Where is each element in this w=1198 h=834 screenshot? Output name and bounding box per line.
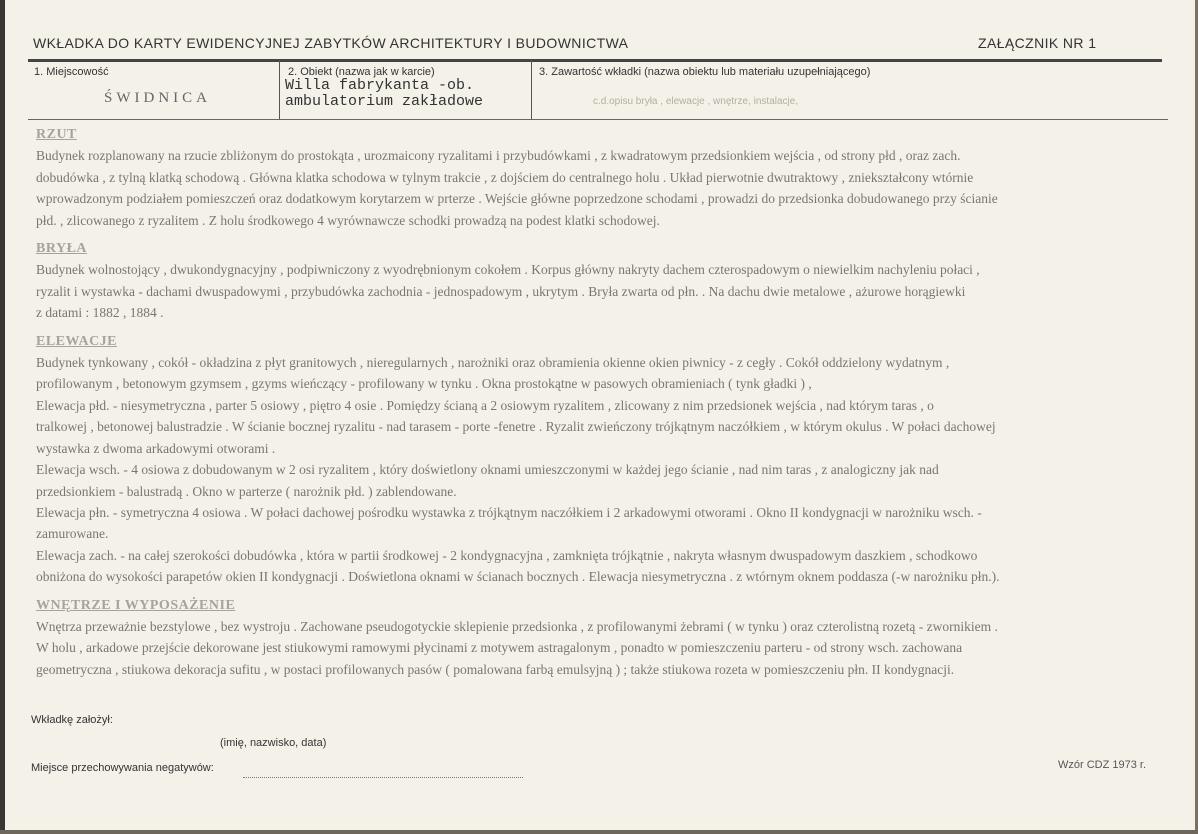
- place-label: 1. Miejscowość: [34, 66, 109, 78]
- text-line: Elewacja płd. - niesymetryczna , parter 5 osiowy , piętro 4 osie . Pomiędzy ścianą a 2 osiowym ryzalitem , zlicowany z nim przedsionek wejścia , nad którym taras , o: [36, 397, 934, 413]
- text-line: Budynek rozplanowany na rzucie zbliżonym do prostokąta , urozmaicony ryzalitami i przybudówkami , z kwadratowym przedsionkiem wejścia , od strony płd , oraz zach.: [36, 148, 961, 164]
- text-line: płd. , zlicowanego z ryzalitem . Z holu środkowego 4 wyrównawcze schodki prowadzą na podest klatki schodowej.: [36, 212, 660, 228]
- text-line: profilowanym , betonowym gzymsem , gzyms wieńczący - profilowany w tynku . Okna prostokątne w pasowych obramieniach ( tynk gładki ) ,: [36, 376, 812, 392]
- text-line: Elewacja zach. - na całej szerokości dobudówka , która w partii środkowej - 2 kondygnacyjna , zamknięta trójkątnie , nakryta własnym dwuspadowym daszkiem , schodkowo: [36, 547, 978, 563]
- text-line: ryzalit i wystawka - dachami dwuspadowymi , przybudówka zachodnia - jednospadowym , ukrytym . Bryła zwarta od płn. . Na dachu dwie metalowe , ażurowe horągiewki: [36, 283, 966, 299]
- box-divider-2: [531, 60, 532, 120]
- contents-value: c.d.opisu bryła , elewacje , wnętrze, instalacje,: [593, 96, 799, 107]
- section-elewacje: [36, 352, 1146, 587]
- text-line: obniżona do wysokości parapetów okien II kondygnacji . Doświetlona oknami w ścianach bocznych . Elewacja niesymetryczna . z wtórnym oknem poddasza (-w narożniku płn.).: [36, 569, 1000, 585]
- annex-number: ZAŁĄCZNIK NR 1: [978, 35, 1097, 51]
- section-heading-elewacje: ELEWACJE: [36, 333, 118, 349]
- header-rule: [28, 59, 1162, 62]
- made-by-label: Wkładkę założył:: [31, 714, 113, 726]
- object-value-line1: Willa fabrykanta -ob.: [285, 77, 475, 94]
- object-value-line2: ambulatorium zakładowe: [285, 93, 484, 110]
- section-heading-rzut: RZUT: [36, 127, 77, 142]
- text-line: wprowadzonym podziałem pomieszczeń oraz dodatkowym korytarzem w prterze . Wejście główne poprzedzone schodami , prowadzi do przedsionka dobudowanego przy ścianie: [36, 191, 998, 207]
- text-line: przedsionkiem - balustradą . Okno w parterze ( narożnik płd. ) zablendowane.: [36, 483, 457, 499]
- text-line: zamurowane.: [36, 526, 109, 542]
- form-title: WKŁADKA DO KARTY EWIDENCYJNEJ ZABYTKÓW ARCHITEKTURY I BUDOWNICTWA: [33, 35, 629, 51]
- text-line: tralkowej , betonowej balustradzie . W ścianie bocznej ryzalitu - nad tarasem - porte -fenetre . Ryzalit zwieńczony trójkątnym naczółkiem , w którym okulus . W połaci dachowej: [36, 419, 996, 435]
- section-heading-wnetrze: WNĘTRZE I WYPOSAŻENIE: [36, 597, 236, 613]
- box-divider-1: [279, 60, 280, 120]
- card-left-edge: [0, 0, 5, 834]
- place-value: ŚWIDNICA: [104, 90, 211, 106]
- section-bryla: [36, 259, 1146, 323]
- text-line: Budynek wolnostojący , dwukondygnacyjny , podpiwniczony z wyodrębnionym cokołem . Korpus główny nakryty dachem czterospadowym o niewielkim nachyleniu połaci ,: [36, 262, 980, 278]
- text-line: geometryczna , stiukowa dekoracja sufitu , w postaci profilowanych pasów ( pomalowana farbą emulsyjną ) ; także stiukowa rozeta w pomieszczeniu płn. II kondygnacji.: [36, 661, 955, 677]
- card-bottom-edge: [0, 830, 1198, 834]
- section-wnetrze: [36, 616, 1146, 680]
- text-line: Budynek tynkowany , cokół - okładzina z płyt granitowych , nieregularnych , narożniki oraz obramienia okienne okien piwnicy - z cegły . Cokół oddzielony wydatnym ,: [36, 355, 950, 371]
- object-value: [285, 78, 483, 110]
- description-body: [36, 124, 1146, 680]
- text-line: Wnętrza przeważnie bezstylowe , bez wystroju . Zachowane pseudogotyckie sklepienie przedsionka , z profilowanymi żebrami ( w tynku ) oraz czterolistną rozetą - zwornikiem .: [36, 618, 998, 634]
- text-line: dobudówka , z tylną klatką schodową . Główna klatka schodowa w tylnym trakcie , z dojściem do centralnego holu . Układ pierwotnie dwutraktowy , zniekształcony wtórnie: [36, 169, 974, 185]
- section-heading-bryla: BRYŁA: [36, 241, 88, 257]
- text-line: wystawka z dwoma arkadowymi otworami .: [36, 440, 276, 456]
- text-line: W holu , arkadowe przejście dekorowane jest stiukowymi ramowymi płycinami z motywem astragalonym , ponadto w pomieszczeniu parteru - od strony wsch. zachowana: [36, 640, 963, 656]
- box-bottom-rule: [28, 119, 1168, 120]
- section-rzut: [36, 145, 1146, 231]
- form-model-number: Wzór CDZ 1973 r.: [1058, 759, 1147, 771]
- text-line: Elewacja płn. - symetryczna 4 osiowa . W połaci dachowej pośrodku wystawka z trójkątnym naczółkiem i 2 arkadowymi otworami . Okno II kondygnacji w narożniku wsch. -: [36, 504, 982, 520]
- text-line: z datami : 1882 , 1884 .: [36, 305, 164, 321]
- made-by-sublabel: (imię, nazwisko, data): [220, 737, 327, 749]
- negatives-location-line: [243, 777, 523, 778]
- contents-label: 3. Zawartość wkładki (nazwa obiektu lub materiału uzupełniającego): [539, 66, 871, 78]
- text-line: Elewacja wsch. - 4 osiowa z dobudowanym w 2 osi ryzalitem , który doświetlony oknami umieszczonymi w każdej jego ścianie , nad nim taras , z analogiczny jak nad: [36, 462, 939, 478]
- negatives-location-label: Miejsce przechowywania negatywów:: [31, 762, 214, 774]
- object-label: 2. Obiekt (nazwa jak w karcie): [288, 66, 435, 78]
